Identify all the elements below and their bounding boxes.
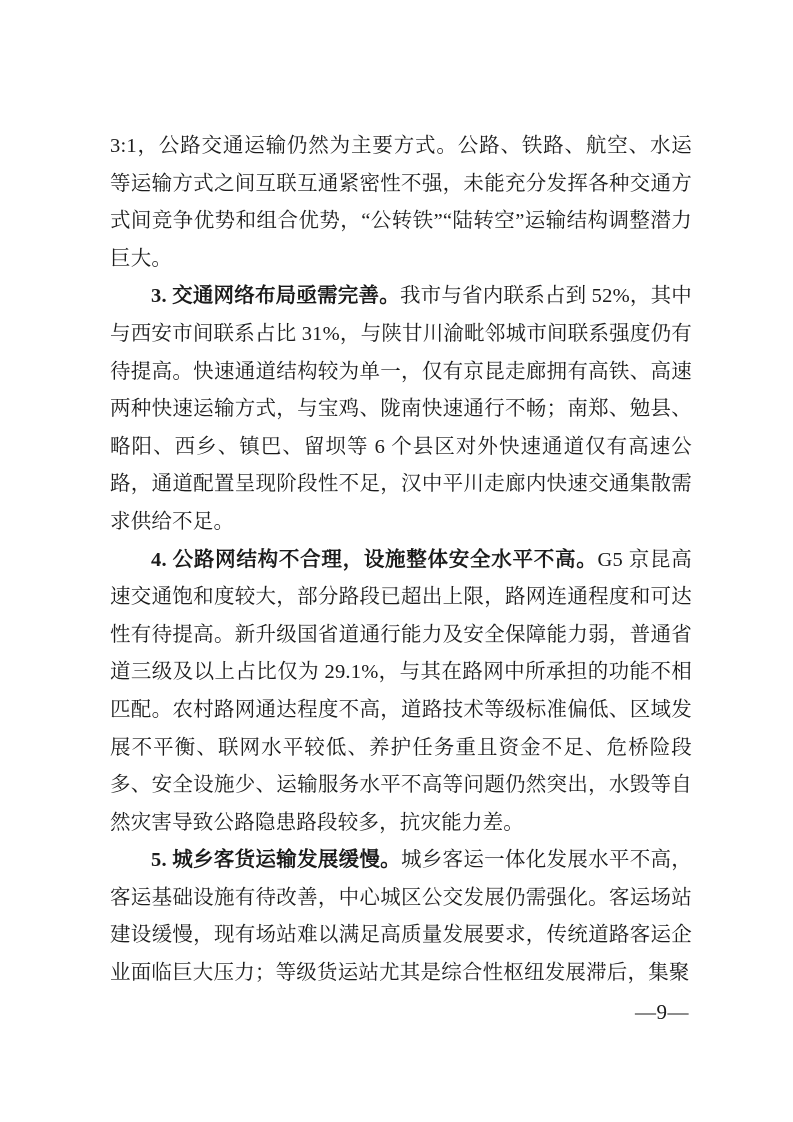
body-paragraph-item-4 (110, 542, 692, 843)
paragraph-heading: 3. 交通网络布局亟需完善。 (151, 285, 400, 308)
paragraph-text: G5 京昆高速交通饱和度较大，部分路段已超出上限，路网连通程度和可达性有待提高。新升级国省道通行能力及安全保障能力弱，普通省道三级及以上占比仅为 29.1%，与其在路网中所承担的功能不相匹配。农村路网通达程度不高，道路技术等级标准偏低、区域发展不平衡、联网水平较低、养护任务重且资金不足、危桥险段多、安全设施少、运输服务水平不高等问题仍然突出，水毁等自然灾害导致公路隐患路段较多，抗灾能力差。 (110, 548, 692, 834)
paragraph-text: 我市与省内联系占到 52%，其中与西安市间联系占比 31%，与陕甘川渝毗邻城市间联系强度仍有待提高。快速通道结构较为单一，仅有京昆走廊拥有高铁、高速两种快速运输方式，与宝鸡、陇南快速通行不畅；南郑、勉县、略阳、西乡、镇巴、留坝等 6 个县区对外快速通道仅有高速公路，通道配置呈现阶段性不足，汉中平川走廊内快速交通集散需求供给不足。 (110, 285, 692, 533)
body-paragraph-continuation (110, 128, 692, 278)
document-body (110, 128, 692, 993)
paragraph-heading: 5. 城乡客货运输发展缓慢。 (151, 849, 401, 872)
body-paragraph-item-3 (110, 278, 692, 541)
paragraph-text: 3:1，公路交通运输仍然为主要方式。公路、铁路、航空、水运等运输方式之间互联互通紧密性不强，未能充分发挥各种交通方式间竞争优势和组合优势，“公转铁”“陆转空”运输结构调整潜力巨大。 (110, 135, 692, 270)
paragraph-text: 城乡客运一体化发展水平不高，客运基础设施有待改善，中心城区公交发展仍需强化。客运场站建设缓慢，现有场站难以满足高质量发展要求，传统道路客运企业面临巨大压力；等级货运站尤其是综合性枢纽发展滞后，集聚 (110, 849, 692, 985)
body-paragraph-item-5 (110, 842, 692, 992)
paragraph-heading: 4. 公路网结构不合理，设施整体安全水平不高。 (151, 548, 598, 571)
page-number: —9— (635, 1000, 689, 1024)
